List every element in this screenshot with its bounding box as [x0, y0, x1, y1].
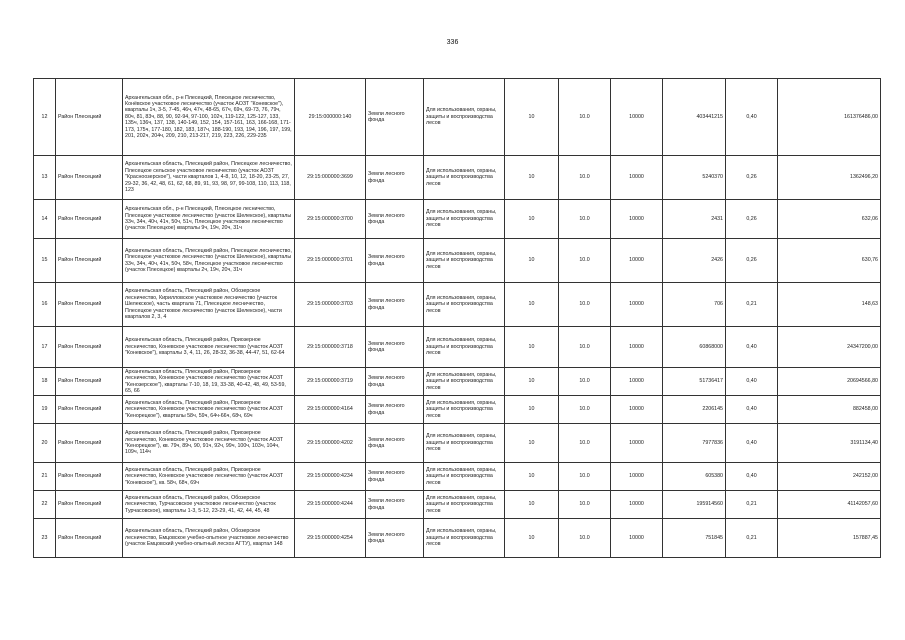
cadastral-number: 29:15:000000:4164 [295, 396, 366, 424]
row-number: 21 [34, 463, 56, 491]
table-body [34, 79, 881, 558]
district-name: Район Плесецкий [56, 239, 123, 283]
page-number: 336 [446, 39, 459, 46]
area-value: 2431 [663, 200, 726, 239]
address-text: Архангельская обл., р-н Плесецкий, Плесецкое лесничество, Плесецкое участковое лесничество (участок Шелекское), кварталы 33ч, 34ч, 40ч, 41ч, 50ч, 51ч, Плесецкое участковое лесничество (участок Плесецкое) кварталы 9ч, 19ч, 20ч, 31ч [123, 200, 295, 239]
table-row [34, 491, 881, 519]
column-value-3: 10000 [611, 156, 663, 200]
sum-value: 242152,00 [778, 463, 881, 491]
rate-value: 0,40 [726, 368, 778, 396]
land-category: Земли лесного фонда [366, 156, 424, 200]
area-value: 195914560 [663, 491, 726, 519]
permitted-use: Для использования, охраны, защиты и воспроизводства лесов [424, 156, 505, 200]
row-number: 20 [34, 424, 56, 463]
rate-value: 0,26 [726, 239, 778, 283]
area-value: 60868000 [663, 327, 726, 368]
table-row [34, 283, 881, 327]
land-category: Земли лесного фонда [366, 368, 424, 396]
permitted-use: Для использования, охраны, защиты и воспроизводства лесов [424, 327, 505, 368]
column-value-1: 10 [505, 424, 559, 463]
column-value-1: 10 [505, 79, 559, 156]
column-value-1: 10 [505, 368, 559, 396]
sum-value: 882458,00 [778, 396, 881, 424]
land-plots-table [33, 78, 881, 558]
land-category: Земли лесного фонда [366, 424, 424, 463]
table-row [34, 79, 881, 156]
column-value-3: 10000 [611, 327, 663, 368]
column-value-2: 10.0 [559, 396, 611, 424]
permitted-use: Для использования, охраны, защиты и воспроизводства лесов [424, 396, 505, 424]
district-name: Район Плесецкий [56, 283, 123, 327]
column-value-1: 10 [505, 396, 559, 424]
permitted-use: Для использования, охраны, защиты и воспроизводства лесов [424, 79, 505, 156]
land-category: Земли лесного фонда [366, 327, 424, 368]
column-value-3: 10000 [611, 283, 663, 327]
address-text: Архангельская область, Плесецкий район, Приозерное лесничество, Коневское участковое лесничество (участок АОЗТ "Коневское"), кварталы 3, 4, 11, 26, 28-32, 36-38, 44-47, 51, 62-64 [123, 327, 295, 368]
column-value-3: 10000 [611, 491, 663, 519]
area-value: 7977836 [663, 424, 726, 463]
table-row [34, 239, 881, 283]
column-value-2: 10.0 [559, 156, 611, 200]
column-value-3: 10000 [611, 368, 663, 396]
column-value-3: 10000 [611, 200, 663, 239]
column-value-3: 10000 [611, 79, 663, 156]
column-value-1: 10 [505, 156, 559, 200]
cadastral-number: 29:15:000000:3699 [295, 156, 366, 200]
column-value-3: 10000 [611, 519, 663, 558]
permitted-use: Для использования, охраны, защиты и воспроизводства лесов [424, 239, 505, 283]
permitted-use: Для использования, охраны, защиты и воспроизводства лесов [424, 283, 505, 327]
address-text: Архангельская область, Плесецкий район, Плесецкое лесничество, Плесецкое участковое лесничество (участок Шелекское), кварталы 33ч, 34ч, 40ч, 41ч, 50ч, 58ч, Плесецкое участковое лесничество (участок Плесецкое) кварталы 2ч, 19ч, 20ч, 31ч [123, 239, 295, 283]
column-value-3: 10000 [611, 463, 663, 491]
row-number: 15 [34, 239, 56, 283]
district-name: Район Плесецкий [56, 368, 123, 396]
cadastral-number: 29:15:000000:3718 [295, 327, 366, 368]
district-name: Район Плесецкий [56, 491, 123, 519]
cadastral-number: 29:15:000000:4234 [295, 463, 366, 491]
column-value-3: 10000 [611, 396, 663, 424]
land-category: Земли лесного фонда [366, 396, 424, 424]
table-row [34, 156, 881, 200]
column-value-1: 10 [505, 283, 559, 327]
table-row [34, 200, 881, 239]
column-value-2: 10.0 [559, 463, 611, 491]
rate-value: 0,21 [726, 491, 778, 519]
table-row [34, 327, 881, 368]
sum-value: 1362496,20 [778, 156, 881, 200]
area-value: 706 [663, 283, 726, 327]
column-value-2: 10.0 [559, 239, 611, 283]
address-text: Архангельская область, Плесецкий район, Приозерное лесничество, Коневское участковое лесничество (участок АОЗТ "Кенозерское"), кварталы 7-10, 18, 19, 33-38, 40-42, 48, 49, 53-59, 65, 66 [123, 368, 295, 396]
column-value-1: 10 [505, 463, 559, 491]
district-name: Район Плесецкий [56, 519, 123, 558]
cadastral-number: 29:15:000000:3700 [295, 200, 366, 239]
column-value-2: 10.0 [559, 424, 611, 463]
address-text: Архангельская область, Плесецкий район, Приозерное лесничество, Коневское участковое лесничество (участок АОЗТ "Кенорецкое"), кв. 79ч, 89ч, 90, 91ч, 92ч, 99ч, 100ч, 103ч, 104ч, 109ч, 114ч [123, 424, 295, 463]
column-value-1: 10 [505, 239, 559, 283]
row-number: 19 [34, 396, 56, 424]
sum-value: 41142057,60 [778, 491, 881, 519]
address-text: Архангельская область, Плесецкий район, Приозерное лесничество, Коневское участковое лесничество (участок АОЗТ "Кенорецкое"), кварталы 58ч, 59ч, 64ч-66ч, 68ч, 69ч [123, 396, 295, 424]
column-value-2: 10.0 [559, 283, 611, 327]
row-number: 18 [34, 368, 56, 396]
district-name: Район Плесецкий [56, 396, 123, 424]
cadastral-number: 29:15:000000:3703 [295, 283, 366, 327]
column-value-1: 10 [505, 491, 559, 519]
column-value-2: 10.0 [559, 491, 611, 519]
rate-value: 0,26 [726, 156, 778, 200]
table-row [34, 368, 881, 396]
column-value-1: 10 [505, 327, 559, 368]
row-number: 14 [34, 200, 56, 239]
district-name: Район Плесецкий [56, 200, 123, 239]
area-value: 5240370 [663, 156, 726, 200]
column-value-3: 10000 [611, 424, 663, 463]
rate-value: 0,26 [726, 200, 778, 239]
row-number: 12 [34, 79, 56, 156]
address-text: Архангельская область, Плесецкий район, Приозерное лесничество, Коневское участковое лесничество (участок АОЗТ "Коневское"), кв. 58ч, 68ч, 69ч [123, 463, 295, 491]
permitted-use: Для использования, охраны, защиты и воспроизводства лесов [424, 519, 505, 558]
rate-value: 0,21 [726, 283, 778, 327]
address-text: Архангельская область, Плесецкий район, Обозерское лесничество, Кирилловское участковое лесничество (участок Шелекское), часть квартала 71, Плесецкое лесничество, Плесецкое участковое лесничество (участок Шелекское), части кварталов 2, 3, 4 [123, 283, 295, 327]
permitted-use: Для использования, охраны, защиты и воспроизводства лесов [424, 424, 505, 463]
row-number: 16 [34, 283, 56, 327]
rate-value: 0,40 [726, 327, 778, 368]
cadastral-number: 29:15:000000:140 [295, 79, 366, 156]
land-category: Земли лесного фонда [366, 463, 424, 491]
column-value-3: 10000 [611, 239, 663, 283]
column-value-1: 10 [505, 519, 559, 558]
rate-value: 0,40 [726, 463, 778, 491]
column-value-2: 10.0 [559, 327, 611, 368]
land-category: Земли лесного фонда [366, 200, 424, 239]
district-name: Район Плесецкий [56, 424, 123, 463]
area-value: 2206145 [663, 396, 726, 424]
land-category: Земли лесного фонда [366, 283, 424, 327]
area-value: 51736417 [663, 368, 726, 396]
area-value: 751845 [663, 519, 726, 558]
table-row [34, 463, 881, 491]
address-text: Архангельская обл., р-н Плесецкий, Плесецкое лесничество, Конёвское участковое лесничество (участок АОЗТ "Коневское"), кварталы 1ч, 3-5, 7-45, 46ч, 47ч, 48-65, 67ч, 69ч, 69-73, 76, 79ч, 80ч, 81, 83ч, 88, 90, 92-94, 97-100, 102ч, 119-122, 125-127, 133, 135ч, 136ч, 137, 138, 140-149, 152, 154, 157-161, 163, 166-168, 171-173, 175ч, 177-180, 182, 183, 187ч, 188-190, 193, 194, 196, 197, 199, 201, 202ч, 204ч, 209, 210, 213-217, 219, 223, 226, 229-235 [123, 79, 295, 156]
land-category: Земли лесного фонда [366, 239, 424, 283]
district-name: Район Плесецкий [56, 463, 123, 491]
cadastral-number: 29:15:000000:4254 [295, 519, 366, 558]
row-number: 23 [34, 519, 56, 558]
row-number: 13 [34, 156, 56, 200]
land-category: Земли лесного фонда [366, 519, 424, 558]
cadastral-number: 29:15:000000:3719 [295, 368, 366, 396]
sum-value: 630,76 [778, 239, 881, 283]
permitted-use: Для использования, охраны, защиты и воспроизводства лесов [424, 491, 505, 519]
address-text: Архангельская область, Плесецкий район, Обозерское лесничество, Емцовское учебно-опытное участковое лесничество (участок Емцовский учебно-опытный лесхоз АГТУ), квартал 148 [123, 519, 295, 558]
cadastral-number: 29:15:000000:4202 [295, 424, 366, 463]
rate-value: 0,40 [726, 424, 778, 463]
sum-value: 632,06 [778, 200, 881, 239]
permitted-use: Для использования, охраны, защиты и воспроизводства лесов [424, 200, 505, 239]
rate-value: 0,40 [726, 79, 778, 156]
sum-value: 161376486,00 [778, 79, 881, 156]
address-text: Архангельская область, Плесецкий район, Обозерское лесничество, Турчасовское участковое лесничество (участок Турчасовское), кварталы 1-3, 5-12, 23-29, 41, 42, 44, 45, 48 [123, 491, 295, 519]
area-value: 403441215 [663, 79, 726, 156]
column-value-2: 10.0 [559, 519, 611, 558]
permitted-use: Для использования, охраны, защиты и воспроизводства лесов [424, 368, 505, 396]
sum-value: 148,63 [778, 283, 881, 327]
land-category: Земли лесного фонда [366, 491, 424, 519]
column-value-2: 10.0 [559, 79, 611, 156]
permitted-use: Для использования, охраны, защиты и воспроизводства лесов [424, 463, 505, 491]
rate-value: 0,40 [726, 396, 778, 424]
sum-value: 20694566,80 [778, 368, 881, 396]
sum-value: 157887,45 [778, 519, 881, 558]
address-text: Архангельская область, Плесецкий район, Плесецкое лесничество, Плесецкое сельское участковое лесничество (участок АОЗТ "Красноозерское"), части кварталов 1, 4-8, 10, 12, 18-20, 23-25, 27, 29-32, 36, 42, 48, 61, 62, 68, 89, 91, 93, 98, 97, 99-108, 110, 113, 118, 123 [123, 156, 295, 200]
district-name: Район Плесецкий [56, 79, 123, 156]
sum-value: 3191134,40 [778, 424, 881, 463]
land-category: Земли лесного фонда [366, 79, 424, 156]
cadastral-number: 29:15:000000:3701 [295, 239, 366, 283]
column-value-1: 10 [505, 200, 559, 239]
column-value-2: 10.0 [559, 368, 611, 396]
district-name: Район Плесецкий [56, 156, 123, 200]
sum-value: 24347200,00 [778, 327, 881, 368]
district-name: Район Плесецкий [56, 327, 123, 368]
cadastral-number: 29:15:000000:4244 [295, 491, 366, 519]
row-number: 22 [34, 491, 56, 519]
table-row [34, 519, 881, 558]
rate-value: 0,21 [726, 519, 778, 558]
column-value-2: 10.0 [559, 200, 611, 239]
row-number: 17 [34, 327, 56, 368]
table-row [34, 396, 881, 424]
area-value: 605380 [663, 463, 726, 491]
area-value: 2426 [663, 239, 726, 283]
table-row [34, 424, 881, 463]
